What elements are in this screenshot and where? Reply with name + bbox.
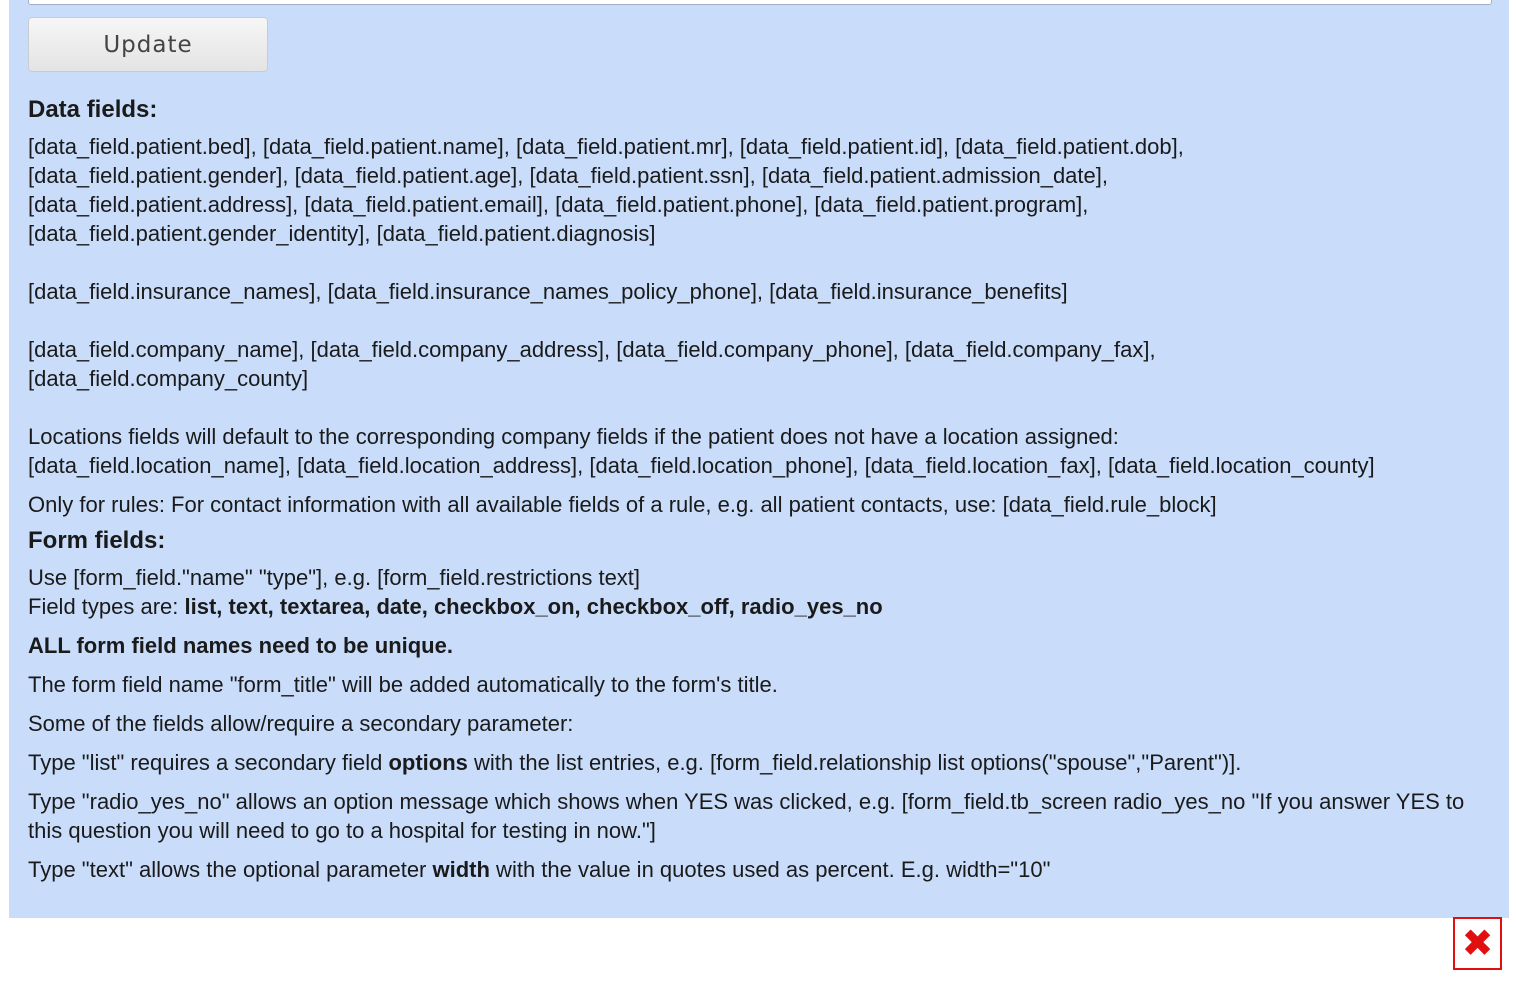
company-fields-line: [data_field.company_name], [data_field.company_address], [data_field.company_phone], [data_field.company_fax],: [28, 337, 1156, 362]
field-types-list: list, text, textarea, date, checkbox_on, checkbox_off, radio_yes_no: [184, 594, 883, 619]
field-types-line: [28, 592, 1498, 621]
data-fields-heading: Data fields:: [28, 96, 158, 123]
list-type-suffix: with the list entries, e.g. [form_field.relationship list options("spouse","Parent")].: [467, 750, 1242, 775]
help-panel: [9, 0, 1509, 918]
update-button[interactable]: Update: [28, 17, 268, 72]
text-type-prefix: Type "text" allows the optional parameter: [28, 857, 433, 882]
rules-note: Only for rules: For contact information with all available fields of a rule, e.g. all patient contacts, use: [data_field.rule_block]: [28, 492, 1217, 517]
company-fields-line: [data_field.company_county]: [28, 366, 309, 391]
radio-type-note: Type "radio_yes_no" allows an option message which shows when YES was clicked, e.g. [form_field.tb_screen radio_yes_no "If you answer YES to this question you will need to go to a hospital for testing in now."]: [28, 789, 1465, 843]
text-type-note: [28, 855, 1498, 884]
location-intro-text: Locations fields will default to the corresponding company fields if the patient does not have a location assigned:: [28, 424, 1119, 449]
template-text-area[interactable]: [28, 0, 1492, 5]
close-icon: ✖: [1461, 921, 1494, 965]
field-types-label: Field types are:: [28, 594, 185, 619]
form-field-usage: Use [form_field."name" "type"], e.g. [form_field.restrictions text]: [28, 565, 641, 590]
patient-fields-line: [data_field.patient.gender], [data_field.patient.age], [data_field.patient.ssn], [data_field.patient.admission_date],: [28, 163, 1108, 188]
unique-names-text: ALL form field names need to be unique.: [28, 633, 453, 658]
insurance-fields-line: [data_field.insurance_names], [data_field.insurance_names_policy_phone], [data_field.insurance_benefits]: [28, 279, 1068, 304]
list-type-keyword: options: [388, 750, 468, 775]
text-type-keyword: width: [432, 857, 490, 882]
help-content: [28, 94, 1498, 884]
form-fields-heading: Form fields:: [28, 527, 166, 554]
location-fields-line: [data_field.location_name], [data_field.location_address], [data_field.location_phone], [data_field.location_fax], [data_field.location_county]: [28, 453, 1375, 478]
patient-fields-line: [data_field.patient.bed], [data_field.patient.name], [data_field.patient.mr], [data_field.patient.id], [data_field.patient.dob],: [28, 134, 1184, 159]
unique-names-note: [28, 631, 1498, 660]
text-type-suffix: with the value in quotes used as percent. E.g. width="10": [489, 857, 1051, 882]
patient-fields-line: [data_field.patient.address], [data_field.patient.email], [data_field.patient.phone], [data_field.patient.program],: [28, 192, 1089, 217]
list-type-prefix: Type "list" requires a secondary field: [28, 750, 389, 775]
patient-fields-line: [data_field.patient.gender_identity], [data_field.patient.diagnosis]: [28, 221, 656, 246]
close-button[interactable]: [1453, 917, 1502, 970]
form-title-note: The form field name "form_title" will be added automatically to the form's title.: [28, 672, 778, 697]
list-type-note: [28, 748, 1498, 777]
secondary-parameter-note: Some of the fields allow/require a secondary parameter:: [28, 711, 574, 736]
